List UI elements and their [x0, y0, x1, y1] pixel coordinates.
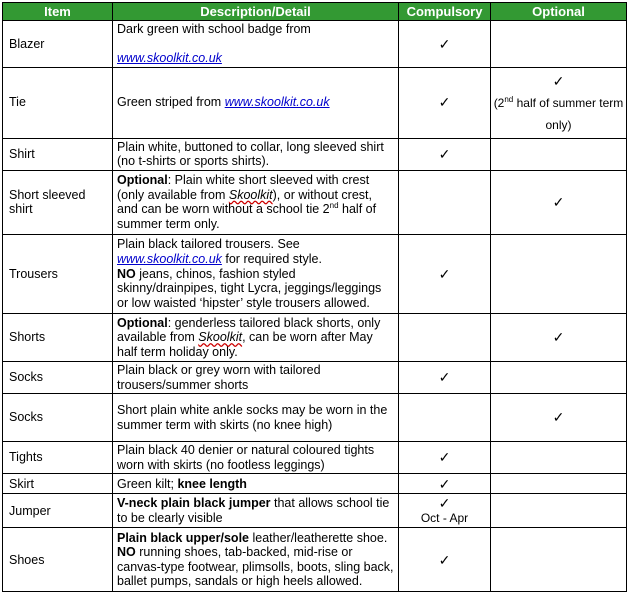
optional-cell — [491, 234, 627, 313]
compulsory-cell — [399, 234, 491, 313]
table-row — [3, 442, 627, 474]
compulsory-cell — [399, 67, 491, 138]
table-row — [3, 170, 627, 234]
header-row — [3, 3, 627, 21]
compulsory-cell — [399, 528, 491, 592]
table-row — [3, 313, 627, 361]
compulsory-cell — [399, 170, 491, 234]
check-icon: ✓ — [552, 409, 565, 426]
description-cell: Optional: genderless tailored black shorts, only available from Skoolkit, can be worn after May half term holiday only. — [113, 313, 399, 361]
check-icon: ✓ — [552, 72, 565, 89]
check-icon: ✓ — [438, 35, 451, 52]
header-item: Item — [3, 3, 113, 21]
item-cell: Skirt — [3, 474, 113, 494]
description-cell: Plain white, buttoned to collar, long sleeved shirt (no t-shirts or sports shirts). — [113, 138, 399, 170]
table-row — [3, 361, 627, 393]
compulsory-cell — [399, 138, 491, 170]
optional-cell — [491, 67, 627, 138]
description-cell: Plain black 40 denier or natural coloured tights worn with skirts (no footless leggings) — [113, 442, 399, 474]
optional-cell — [491, 138, 627, 170]
check-icon: ✓ — [438, 265, 451, 282]
compulsory-cell — [399, 313, 491, 361]
check-icon: ✓ — [438, 475, 451, 492]
item-cell: Shirt — [3, 138, 113, 170]
table-row — [3, 528, 627, 592]
description-cell: Optional: Plain white short sleeved with crest (only available from Skoolkit), or without crest, and can be worn without a school tie 2nd half of summer term only. — [113, 170, 399, 234]
table-row — [3, 234, 627, 313]
item-cell: Socks — [3, 394, 113, 442]
description-cell — [113, 21, 399, 68]
table-row — [3, 21, 627, 68]
item-cell: Tie — [3, 67, 113, 138]
check-icon: ✓ — [438, 495, 451, 512]
item-cell: Jumper — [3, 494, 113, 528]
description-cell: V-neck plain black jumper that allows school tie to be clearly visible — [113, 494, 399, 528]
compulsory-note: Oct - Apr — [420, 510, 469, 525]
check-icon: ✓ — [552, 194, 565, 211]
optional-cell — [491, 21, 627, 68]
table-row — [3, 67, 627, 138]
item-cell: Shorts — [3, 313, 113, 361]
table-row — [3, 394, 627, 442]
description-cell: Plain black or grey worn with tailored trousers/summer shorts — [113, 361, 399, 393]
check-icon: ✓ — [438, 449, 451, 466]
compulsory-cell — [399, 442, 491, 474]
header-compulsory: Compulsory — [399, 3, 491, 21]
description-text: Dark green with school badge from — [117, 22, 311, 36]
compulsory-cell — [399, 394, 491, 442]
check-icon: ✓ — [438, 369, 451, 386]
skoolkit-link[interactable]: www.skoolkit.co.uk — [224, 95, 330, 110]
compulsory-cell — [399, 494, 491, 528]
description-cell — [113, 67, 399, 138]
skoolkit-link[interactable]: www.skoolkit.co.uk — [117, 51, 222, 66]
item-cell: Blazer — [3, 21, 113, 68]
item-cell: Shoes — [3, 528, 113, 592]
description-cell: Plain black upper/sole leather/leatherette shoe. NO running shoes, tab-backed, mid-rise or canvas-type footwear, plimsolls, boots, sling back, ballet pumps, sandals or high heels allowed. — [113, 528, 399, 592]
table-row — [3, 494, 627, 528]
check-icon: ✓ — [552, 329, 565, 346]
compulsory-cell — [399, 474, 491, 494]
check-icon: ✓ — [438, 94, 451, 111]
skoolkit-link[interactable]: www.skoolkit.co.uk — [117, 252, 222, 267]
optional-note: (2nd half of summer term only) — [493, 94, 624, 132]
optional-cell — [491, 494, 627, 528]
optional-cell — [491, 442, 627, 474]
header-optional: Optional — [491, 3, 627, 21]
item-cell: Trousers — [3, 234, 113, 313]
optional-cell — [491, 170, 627, 234]
description-cell: Green kilt; knee length — [113, 474, 399, 494]
table-row — [3, 138, 627, 170]
description-text: Green striped from — [117, 95, 225, 110]
item-cell: Tights — [3, 442, 113, 474]
optional-cell — [491, 528, 627, 592]
optional-cell — [491, 474, 627, 494]
check-icon: ✓ — [438, 146, 451, 163]
table-row — [3, 474, 627, 494]
description-cell: Plain black tailored trousers. See www.skoolkit.co.uk for required style. NO jeans, chinos, fashion styled skinny/drainpipes, tight Lycra, jeggings/leggings or low waisted ‘hipster’ style trousers allowed. — [113, 234, 399, 313]
description-cell: Short plain white ankle socks may be worn in the summer term with skirts (no knee high) — [113, 394, 399, 442]
optional-cell — [491, 361, 627, 393]
compulsory-cell — [399, 21, 491, 68]
item-cell: Socks — [3, 361, 113, 393]
uniform-table — [2, 2, 627, 592]
item-cell: Short sleeved shirt — [3, 170, 113, 234]
optional-cell — [491, 313, 627, 361]
header-description: Description/Detail — [113, 3, 399, 21]
optional-cell — [491, 394, 627, 442]
compulsory-cell — [399, 361, 491, 393]
check-icon: ✓ — [438, 551, 451, 568]
